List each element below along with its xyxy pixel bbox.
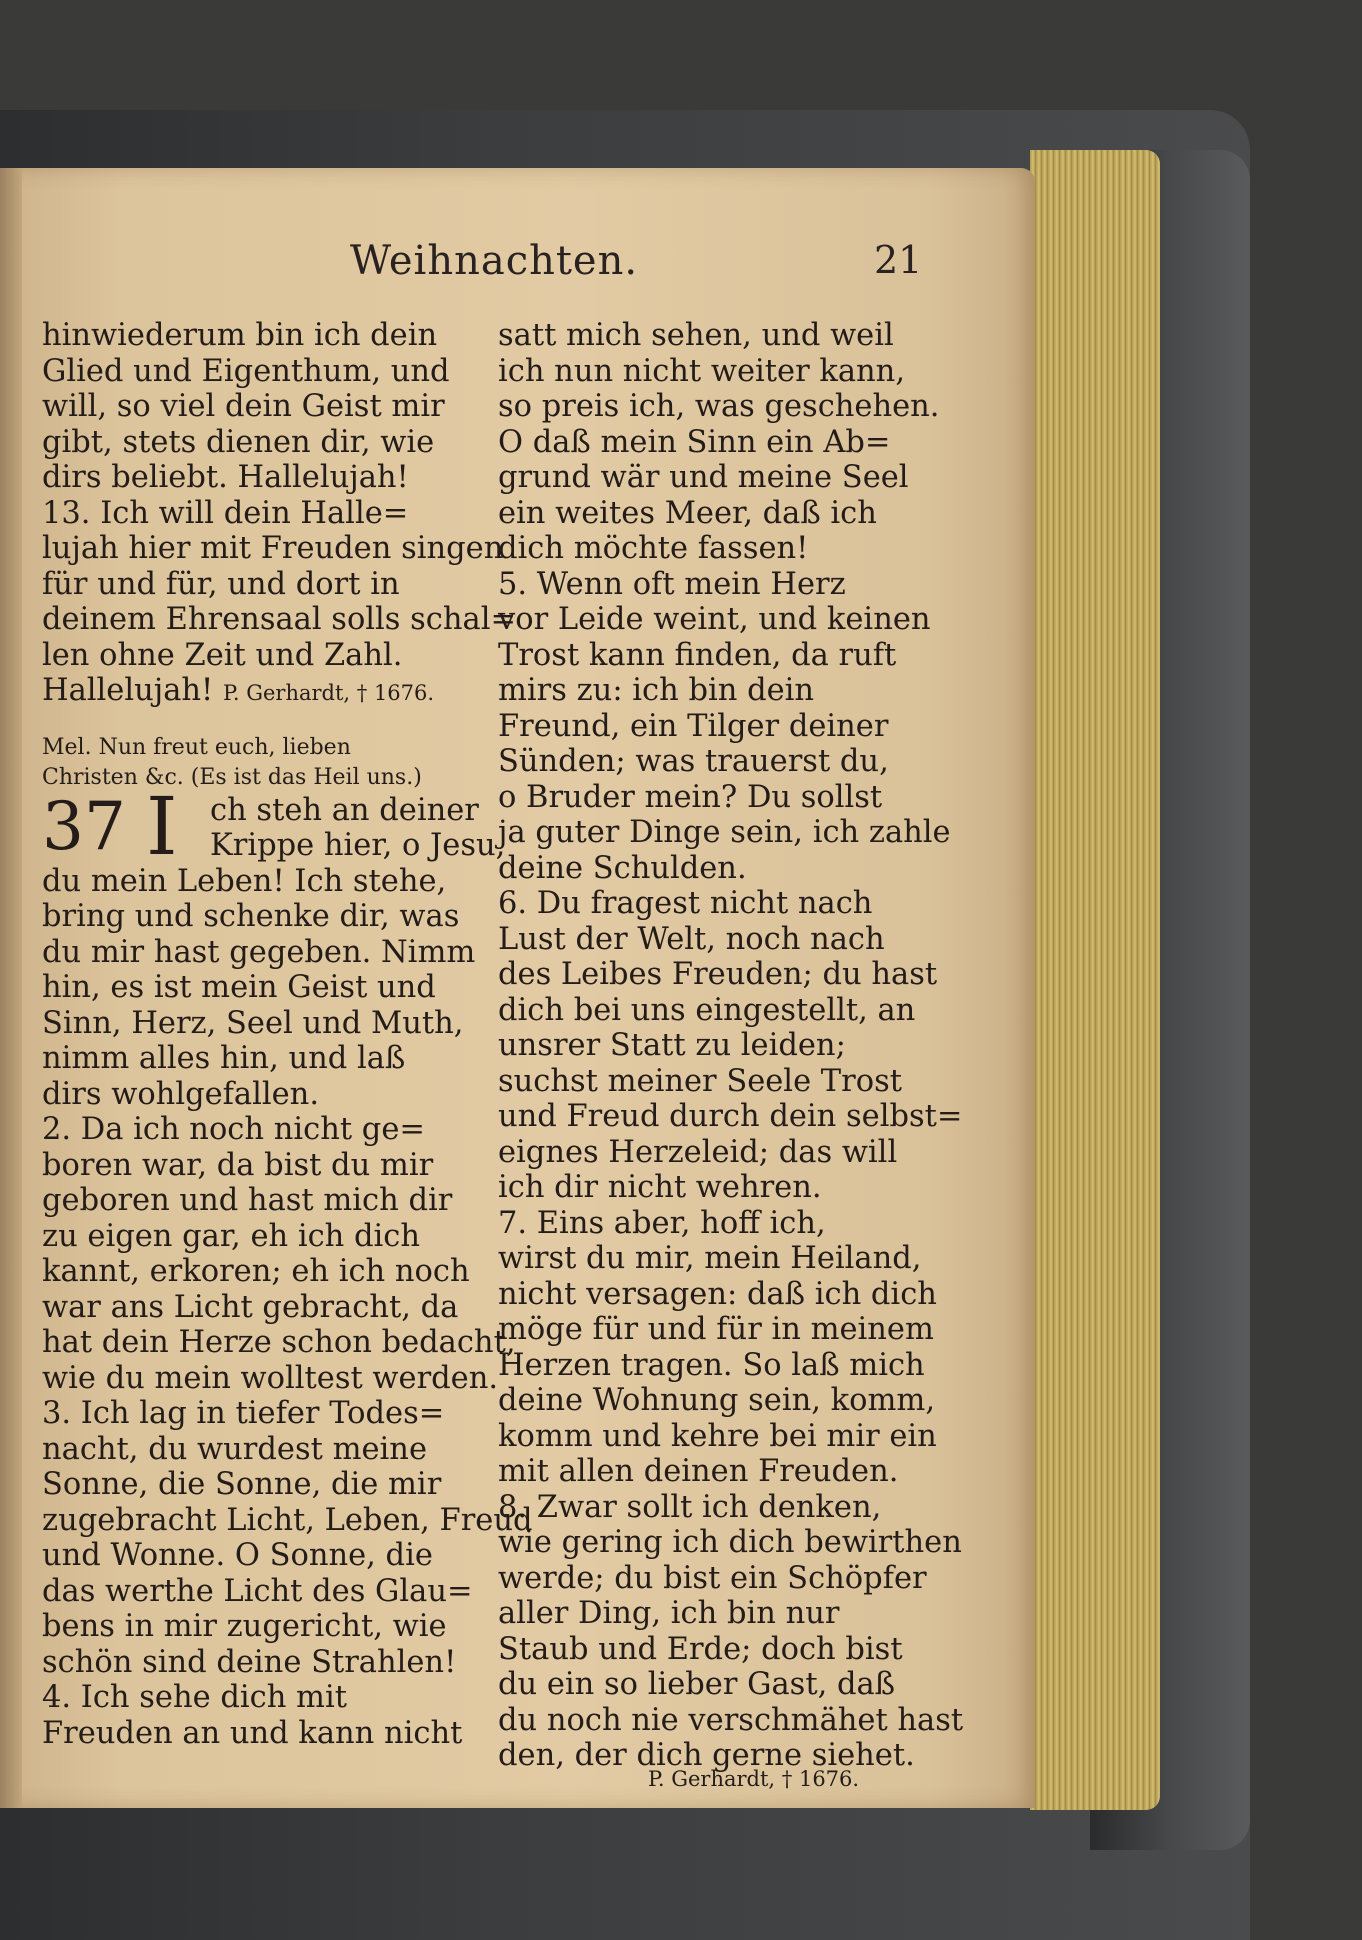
text-line: so preis ich, was geschehen. [498, 389, 940, 424]
text-line: du noch nie verschmähet hast [498, 1702, 964, 1738]
hymn-first-line: ch steh an deiner [210, 792, 479, 828]
text-line: hat dein Herze schon bedacht, [42, 1325, 516, 1360]
text-line: 5. Wenn oft mein Herz [498, 566, 846, 602]
left-column [42, 318, 533, 1751]
text-line: bens in mir zugericht, wie [42, 1609, 447, 1644]
left-column-text-b [42, 863, 533, 1752]
text-line: deine Wohnung sein, komm, [498, 1383, 936, 1418]
text-line: suchst meiner Seele Trost [498, 1063, 903, 1099]
text-line: werde; du bist ein Schöpfer [498, 1560, 927, 1596]
text-line: deinem Ehrensaal solls schal= [42, 602, 517, 637]
text-line: kannt, erkoren; eh ich noch [42, 1254, 470, 1289]
text-line: Trost kann finden, da ruft [498, 637, 897, 673]
author-signature: P. Gerhardt, † 1676. [222, 681, 435, 705]
text-line [42, 673, 482, 709]
text-line: ich dir nicht wehren. [498, 1170, 822, 1205]
text-line: hinwiederum bin ich dein [42, 318, 438, 353]
text-line: o Bruder mein? Du sollst [498, 779, 883, 815]
text-line: Herzen tragen. So laß mich [498, 1347, 925, 1383]
page-number: 21 [874, 238, 923, 282]
text-line: satt mich sehen, und weil [498, 318, 894, 353]
previous-page-edge [0, 168, 22, 1808]
text-line: grund wär und meine Seel [498, 460, 909, 495]
text-line: war ans Licht gebracht, da [42, 1289, 459, 1325]
text-line: du mein Leben! Ich stehe, [42, 863, 447, 899]
text-line: ein weites Meer, daß ich [498, 495, 877, 531]
text-line: du mir hast gegeben. Nimm [42, 934, 476, 970]
hymn-heading [42, 779, 506, 873]
spacer [42, 709, 482, 733]
text-line: hin, es ist mein Geist und [42, 970, 436, 1005]
text-line: Sünden; was trauerst du, [498, 744, 889, 779]
text-line: ich nun nicht weiter kann, [498, 353, 906, 389]
text-line: Staub und Erde; doch bist [498, 1631, 903, 1667]
text-line: aller Ding, ich bin nur [498, 1596, 840, 1631]
text-line: bring und schenke dir, was [42, 899, 460, 934]
text-line: 7. Eins aber, hoff ich, [498, 1205, 826, 1241]
text-line: für und für, und dort in [42, 566, 400, 602]
text-line: das werthe Licht des Glau= [42, 1573, 473, 1609]
text-line: gibt, stets dienen dir, wie [42, 424, 435, 460]
text-line: und Freud durch dein selbst= [498, 1099, 963, 1134]
text-line: 8. Zwar sollt ich denken, [498, 1489, 882, 1525]
text-line: dirs wohlgefallen. [42, 1076, 320, 1112]
text-line: Freund, ein Tilger deiner [498, 708, 889, 744]
melody-line: Christen &c. (Es ist das Heil uns.) [42, 764, 422, 790]
text-line: 6. Du fragest nicht nach [498, 886, 873, 921]
hymn-second-line: Krippe hier, o Jesu, [210, 828, 506, 863]
text-line: zu eigen gar, eh ich dich [42, 1218, 421, 1254]
text-line: dich möchte fassen! [498, 531, 809, 566]
text-line: des Leibes Freuden; du hast [498, 957, 938, 992]
text-line: 2. Da ich noch nicht ge= [42, 1112, 425, 1147]
text-line: 3. Ich lag in tiefer Todes= [42, 1396, 445, 1431]
text-line: len ohne Zeit und Zahl. [42, 637, 403, 673]
text-line: lujah hier mit Freuden singen [42, 531, 504, 566]
text-line: wirst du mir, mein Heiland, [498, 1241, 922, 1276]
text-line: dich bei uns eingestellt, an [498, 992, 916, 1028]
right-column-text [498, 318, 964, 1774]
text-line: eignes Herzeleid; das will [498, 1134, 898, 1170]
text-line: nimm alles hin, und laß [42, 1041, 406, 1076]
hymn-initial-letter: I [146, 779, 178, 873]
text-line: zugebracht Licht, Leben, Freud [42, 1502, 533, 1538]
text-line: mirs zu: ich bin dein [498, 673, 815, 708]
text-line: geboren und hast mich dir [42, 1183, 453, 1218]
text-line: Freuden an und kann nicht [42, 1715, 463, 1751]
text-line: mit allen deinen Freuden. [498, 1454, 899, 1489]
text-line: Sonne, die Sonne, die mir [42, 1467, 442, 1502]
left-column-text-a [42, 318, 517, 673]
text-line: den, der dich gerne siehet. [498, 1738, 915, 1773]
text-line: boren war, da bist du mir [42, 1147, 434, 1183]
text-line: schön sind deine Strahlen! [42, 1644, 457, 1680]
running-head: Weihnachten. [350, 238, 639, 284]
text-line-words: Hallelujah! [42, 673, 214, 708]
text-line: 13. Ich will dein Halle= [42, 495, 409, 531]
text-line: will, so viel dein Geist mir [42, 389, 445, 424]
text-line: dirs beliebt. Hallelujah! [42, 460, 409, 495]
text-line: deine Schulden. [498, 850, 747, 886]
text-line: möge für und für in meinem [498, 1312, 934, 1347]
text-line: 4. Ich sehe dich mit [42, 1680, 347, 1715]
text-line: wie gering ich dich bewirthen [498, 1525, 962, 1560]
text-line: O daß mein Sinn ein Ab= [498, 424, 891, 460]
hymn-number: 37 [42, 787, 126, 865]
text-line: unsrer Statt zu leiden; [498, 1028, 846, 1063]
text-line: und Wonne. O Sonne, die [42, 1538, 433, 1573]
text-line: wie du mein wolltest werden. [42, 1360, 499, 1396]
text-line: nicht versagen: daß ich dich [498, 1276, 937, 1312]
text-line: komm und kehre bei mir ein [498, 1418, 937, 1454]
author-signature-footer: P. Gerhardt, † 1676. [648, 1767, 860, 1791]
text-line: Lust der Welt, noch nach [498, 921, 885, 957]
text-line: nacht, du wurdest meine [42, 1431, 427, 1467]
text-line: Sinn, Herz, Seel und Muth, [42, 1005, 464, 1041]
text-line: du ein so lieber Gast, daß [498, 1667, 896, 1702]
melody-line: Mel. Nun freut euch, lieben [42, 734, 351, 760]
gilt-page-edges [1030, 150, 1160, 1810]
text-line: vor Leide weint, und keinen [498, 602, 931, 637]
text-line: Glied und Eigenthum, und [42, 353, 450, 389]
right-column [498, 318, 964, 1774]
text-line: ja guter Dinge sein, ich zahle [498, 815, 951, 850]
